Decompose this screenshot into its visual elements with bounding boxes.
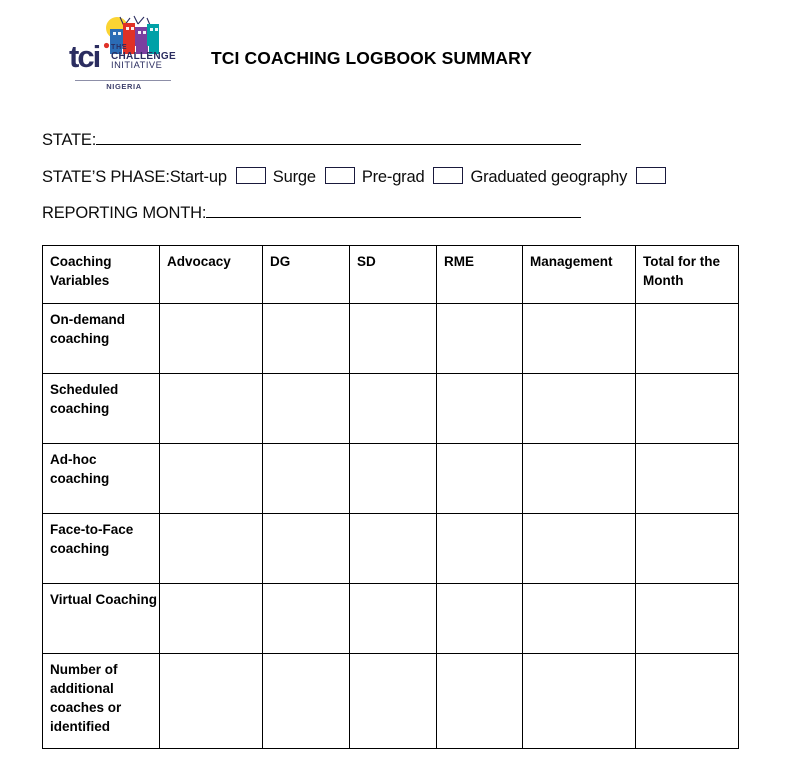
column-header-management: Management [523,246,636,304]
svg-text:tci: tci [69,39,100,70]
tci-nigeria-logo [68,12,180,94]
column-header-rme: RME [437,246,523,304]
svg-text:CHALLENGE: CHALLENGE [111,51,176,62]
reporting-month-label: REPORTING MONTH: [42,204,207,222]
phase-option-start-up-label: Start-up [169,168,227,186]
column-header-coaching-variables: Coaching Variables [43,246,160,304]
logo-divider [75,80,171,81]
cell-additional-coaches-rme[interactable] [437,654,523,749]
cell-virtual-management[interactable] [523,584,636,654]
page-title: TCI COACHING LOGBOOK SUMMARY [211,48,533,68]
cell-face-to-face-sd[interactable] [350,514,437,584]
phase-checkbox-surge[interactable] [325,167,355,184]
row-label-face-to-face-coaching: Face-to-Face coaching [43,514,160,584]
cell-face-to-face-total[interactable] [636,514,739,584]
phase-checkbox-start-up[interactable] [236,167,266,184]
phase-option-graduated-geography-label: Graduated geography [470,168,628,186]
cell-on-demand-management[interactable] [523,304,636,374]
cell-virtual-total[interactable] [636,584,739,654]
table-row [43,444,739,514]
coaching-logbook-table [42,245,739,749]
row-label-virtual-coaching: Virtual Coaching [43,584,160,654]
cell-ad-hoc-total[interactable] [636,444,739,514]
cell-scheduled-total[interactable] [636,374,739,444]
cell-face-to-face-rme[interactable] [437,514,523,584]
column-header-advocacy: Advocacy [160,246,263,304]
cell-on-demand-advocacy[interactable] [160,304,263,374]
cell-face-to-face-dg[interactable] [263,514,350,584]
cell-virtual-advocacy[interactable] [160,584,263,654]
cell-additional-coaches-management[interactable] [523,654,636,749]
cell-face-to-face-advocacy[interactable] [160,514,263,584]
cell-additional-coaches-dg[interactable] [263,654,350,749]
table-row [43,584,739,654]
row-label-ad-hoc-coaching: Ad-hoc coaching [43,444,160,514]
row-label-number-of-additional-coaches: Number of additional coaches or identified [43,654,160,749]
cell-scheduled-sd[interactable] [350,374,437,444]
cell-virtual-dg[interactable] [263,584,350,654]
cell-ad-hoc-rme[interactable] [437,444,523,514]
reporting-month-input[interactable] [206,204,581,218]
table-row [43,304,739,374]
column-header-dg: DG [263,246,350,304]
tci-logo-graphic [68,12,180,70]
cell-ad-hoc-dg[interactable] [263,444,350,514]
logo-country-label: NIGERIA [106,82,142,91]
state-input[interactable] [96,131,581,145]
cell-virtual-sd[interactable] [350,584,437,654]
phase-option-pre-grad-label: Pre-grad [361,168,425,186]
cell-scheduled-advocacy[interactable] [160,374,263,444]
phase-checkbox-graduated-geography[interactable] [636,167,666,184]
cell-on-demand-rme[interactable] [437,304,523,374]
column-header-sd: SD [350,246,437,304]
cell-ad-hoc-advocacy[interactable] [160,444,263,514]
state-phase-label: STATE’S PHASE: [42,168,170,186]
cell-on-demand-sd[interactable] [350,304,437,374]
column-header-total-for-the-month: Total for the Month [636,246,739,304]
phase-option-surge-label: Surge [272,168,316,186]
table-row [43,654,739,749]
cell-additional-coaches-sd[interactable] [350,654,437,749]
row-label-on-demand-coaching: On-demand coaching [43,304,160,374]
state-field-row [42,130,581,150]
row-label-scheduled-coaching: Scheduled coaching [43,374,160,444]
svg-text:INITIATIVE: INITIATIVE [111,60,163,70]
document-header [0,0,794,110]
svg-text:THE: THE [111,44,128,51]
cell-scheduled-management[interactable] [523,374,636,444]
state-label: STATE: [42,131,97,149]
cell-virtual-rme[interactable] [437,584,523,654]
table-row [43,514,739,584]
reporting-month-field-row [42,203,581,223]
state-phase-row [42,167,673,187]
cell-additional-coaches-advocacy[interactable] [160,654,263,749]
cell-on-demand-dg[interactable] [263,304,350,374]
phase-checkbox-pre-grad[interactable] [433,167,463,184]
cell-on-demand-total[interactable] [636,304,739,374]
table-header-row [43,246,739,304]
table-row [43,374,739,444]
cell-ad-hoc-sd[interactable] [350,444,437,514]
cell-additional-coaches-total[interactable] [636,654,739,749]
cell-scheduled-rme[interactable] [437,374,523,444]
cell-ad-hoc-management[interactable] [523,444,636,514]
cell-face-to-face-management[interactable] [523,514,636,584]
cell-scheduled-dg[interactable] [263,374,350,444]
